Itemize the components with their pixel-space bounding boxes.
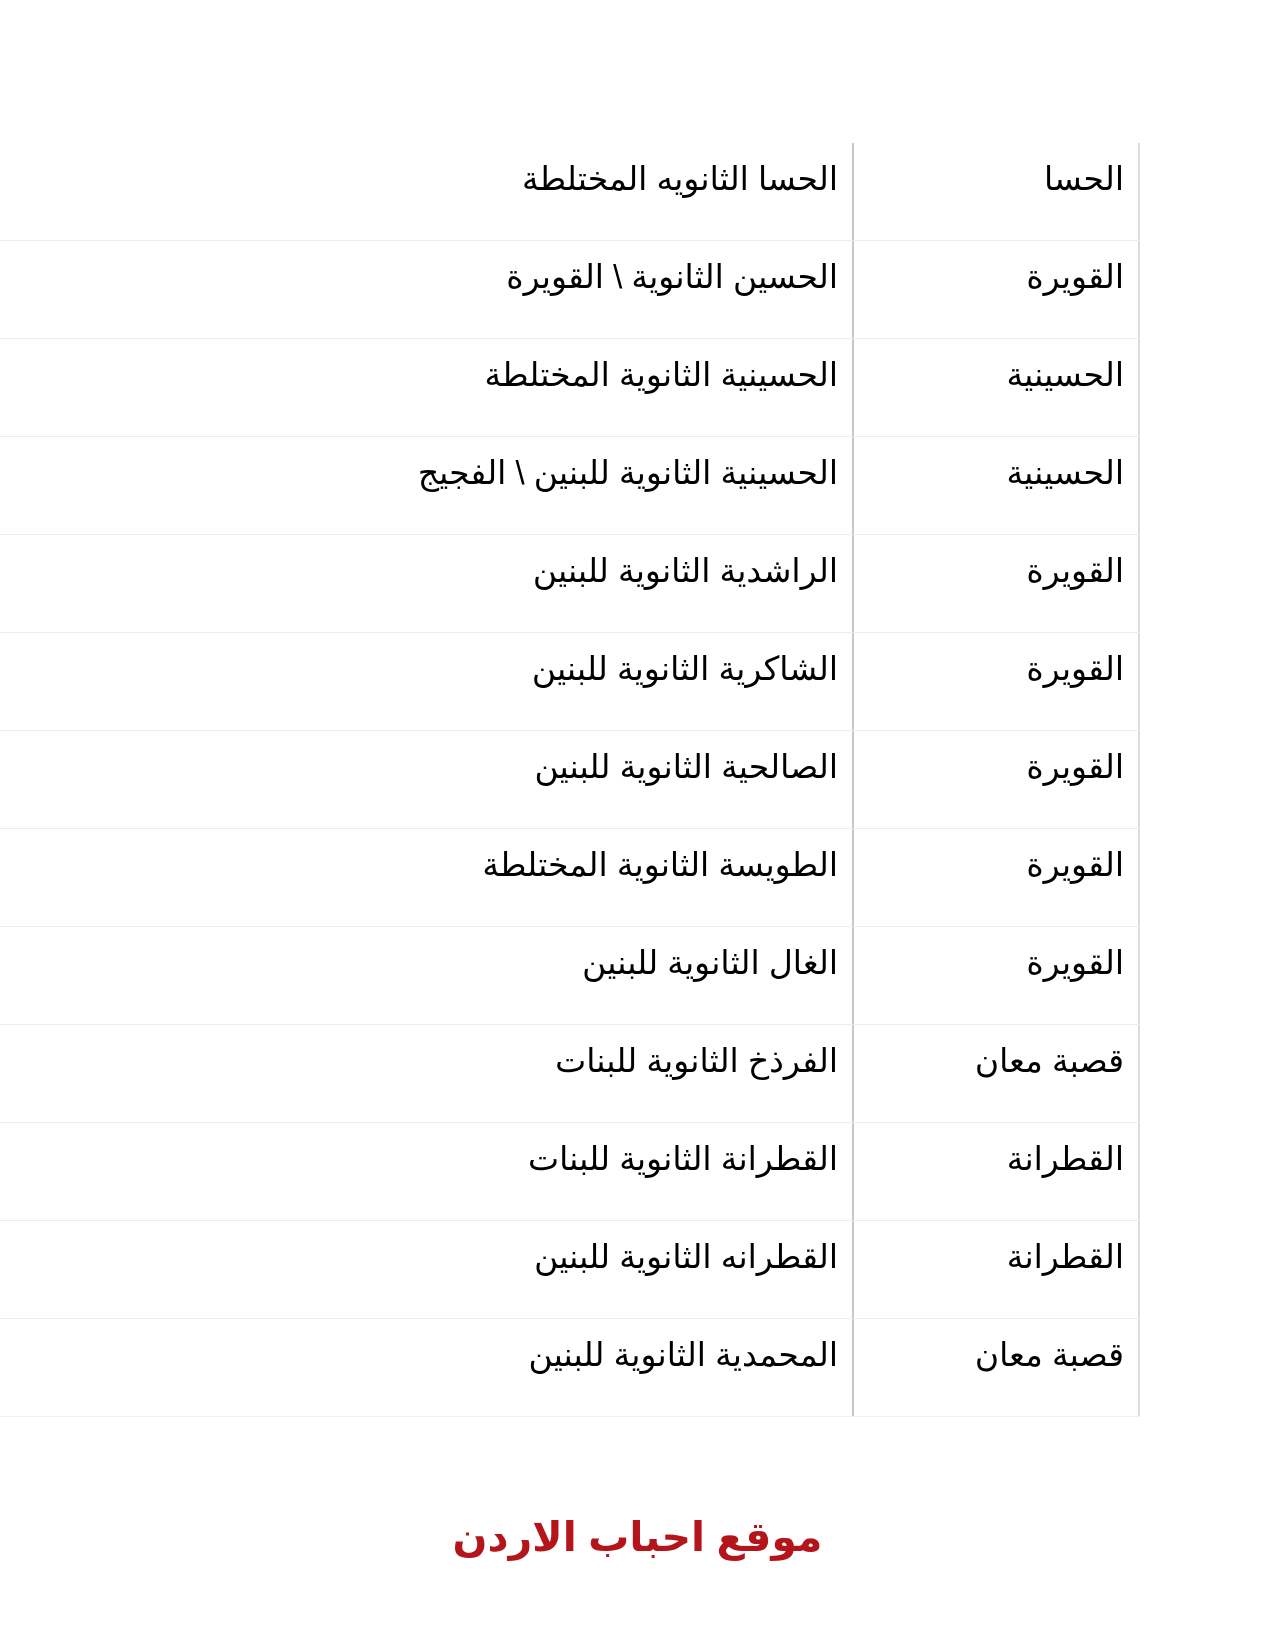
site-footer-title: موقع احباب الاردن [452,1514,823,1560]
table-row [0,927,1140,1025]
region-cell: القطرانة [852,1221,1140,1318]
school-name-cell: الحسينية الثانوية المختلطة [484,356,838,393]
table-row [0,143,1140,241]
school-name-cell: المحمدية الثانوية للبنين [528,1336,838,1373]
table-row [0,829,1140,927]
table-row [0,633,1140,731]
region-cell: القويرة [852,829,1140,926]
school-name-cell: القطرانه الثانوية للبنين [534,1238,838,1275]
region-cell: الحسا [852,143,1140,240]
table-row [0,731,1140,829]
region-cell: القويرة [852,633,1140,730]
region-cell: القويرة [852,927,1140,1024]
school-name-cell: الحسين الثانوية \ القويرة [506,258,838,295]
school-name-cell: الحسينية الثانوية للبنين \ الفجيج [417,454,838,491]
school-name-cell: القطرانة الثانوية للبنات [528,1140,838,1177]
school-name-cell: الصالحية الثانوية للبنين [534,748,838,785]
region-cell: القويرة [852,535,1140,632]
school-name-cell: الطويسة الثانوية المختلطة [482,846,838,883]
school-name-cell: الراشدية الثانوية للبنين [532,552,838,589]
table-row [0,339,1140,437]
table-row [0,1025,1140,1123]
region-cell: القطرانة [852,1123,1140,1220]
table-row [0,1221,1140,1319]
school-name-cell: الشاكرية الثانوية للبنين [531,650,838,687]
school-name-cell: الفرذخ الثانوية للبنات [555,1042,838,1079]
table-row [0,1319,1140,1417]
table-row [0,437,1140,535]
region-cell: الحسينية [852,437,1140,534]
schools-table [0,143,1140,1417]
school-name-cell: الحسا الثانويه المختلطة [522,160,838,197]
region-cell: الحسينية [852,339,1140,436]
region-cell: قصبة معان [852,1025,1140,1122]
school-name-cell: الغال الثانوية للبنين [582,944,838,981]
table-row [0,535,1140,633]
table-row [0,241,1140,339]
region-cell: القويرة [852,241,1140,338]
region-cell: قصبة معان [852,1319,1140,1416]
table-row [0,1123,1140,1221]
region-cell: القويرة [852,731,1140,828]
